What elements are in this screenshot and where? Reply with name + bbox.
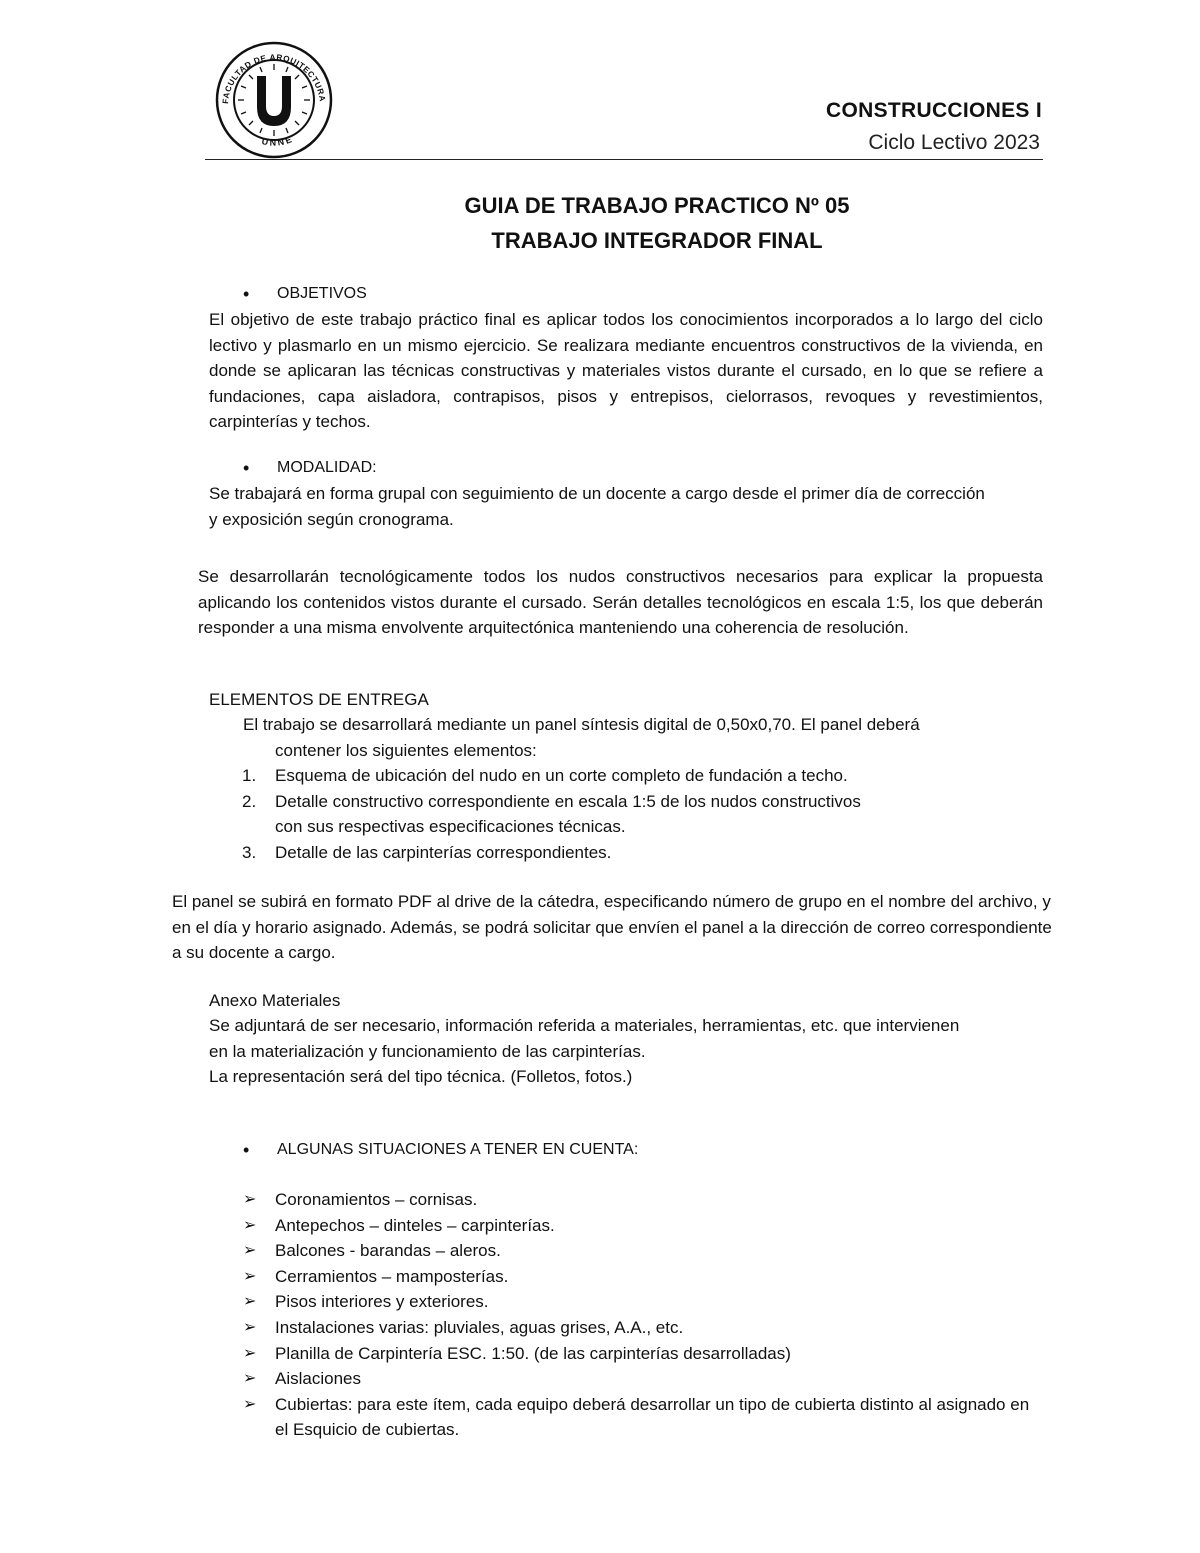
list-item-text-continued: con sus respectivas especificaciones técnicas. <box>275 817 626 836</box>
arrow-list-item: ➢ Balcones - barandas – aleros. <box>243 1238 1043 1264</box>
section-heading-objetivos: • OBJETIVOS <box>277 285 367 303</box>
list-item <box>243 789 861 840</box>
entrega-intro-line1: El trabajo se desarrollará mediante un panel síntesis digital de 0,50x0,70. El panel deberá <box>243 715 920 734</box>
list-item-text: Detalle de las carpinterías correspondientes. <box>275 842 612 862</box>
objetivos-paragraph: El objetivo de este trabajo práctico final es aplicar todos los conocimientos incorporados a lo largo del ciclo lectivo y plasmarlo en un mismo ejercicio. Se realizara mediante encuentros constructivos de la vivienda, en donde se aplicaran las técnicas constructivas y materiales vistos durante el cursado, en lo que se refiere a fundaciones, capa aisladora, contrapisos, pisos y entrepisos, cielorrasos, revoques y revestimientos, carpinterías y techos. <box>209 310 1043 431</box>
guide-subtitle: TRABAJO INTEGRADOR FINAL <box>491 228 823 253</box>
anexo-line2: en la materialización y funcionamiento de las carpinterías. <box>209 1042 646 1061</box>
list-number: 1. <box>242 766 257 785</box>
arrow-list-item: ➢ Pisos interiores y exteriores. <box>243 1289 1043 1315</box>
list-item <box>243 763 861 789</box>
course-title: CONSTRUCCIONES I <box>826 99 1042 122</box>
entrega-intro-line2: contener los siguientes elementos: <box>275 741 537 760</box>
section-heading-anexo: Anexo Materiales <box>209 991 341 1010</box>
arrow-list-item: ➢ Aislaciones <box>243 1366 1043 1392</box>
list-item <box>243 840 861 866</box>
list-item-text: Esquema de ubicación del nudo en un corte completo de fundación a techo. <box>275 766 848 785</box>
arrow-list-item: ➢ Antepechos – dinteles – carpinterías. <box>243 1213 1043 1239</box>
list-number: 3. <box>242 842 257 862</box>
entrega-list <box>243 763 861 865</box>
anexo-line1: Se adjuntará de ser necesario, información referida a materiales, herramientas, etc. que intervienen <box>209 1016 960 1035</box>
panel-upload-paragraph: El panel se subirá en formato PDF al drive de la cátedra, especificando número de grupo en el nombre del archivo, y en el día y horario asignado. Además, se podrá solicitar que envíen el panel a la dirección de correo correspondiente a su docente a cargo. <box>172 892 1052 962</box>
faculty-seal-logo <box>214 40 334 160</box>
arrow-list-item: ➢ Cubiertas: para este ítem, cada equipo deberá desarrollar un tipo de cubierta distinto al asignado en el Esquicio de cubiertas. <box>243 1392 1043 1443</box>
anexo-line3: La representación será del tipo técnica. (Folletos, fotos.) <box>209 1067 633 1086</box>
modalidad-paragraph: Se trabajará en forma grupal con seguimiento de un docente a cargo desde el primer día de corrección y exposición según cronograma. <box>209 484 985 529</box>
header-divider <box>205 159 1043 160</box>
desarrollo-paragraph: Se desarrollarán tecnológicamente todos los nudos constructivos necesarios para explicar la propuesta aplicando los contenidos vistos durante el cursado. Serán detalles tecnológicos en escala 1:5, los que deberán responder a una misma envolvente arquitectónica manteniendo una coherencia de resolución. <box>198 567 1043 637</box>
list-item-text: Detalle constructivo correspondiente en escala 1:5 de los nudos constructivos <box>275 791 861 811</box>
section-heading-situaciones: • ALGUNAS SITUACIONES A TENER EN CUENTA: <box>277 1141 638 1159</box>
svg-text:UNNE: UNNE <box>260 133 295 148</box>
guide-title: GUIA DE TRABAJO PRACTICO Nº 05 <box>464 193 850 218</box>
situaciones-list <box>243 1187 1043 1443</box>
arrow-list-item: ➢ Coronamientos – cornisas. <box>243 1187 1043 1213</box>
section-heading-entrega: ELEMENTOS DE ENTREGA <box>209 690 429 709</box>
section-heading-modalidad: • MODALIDAD: <box>277 459 377 477</box>
svg-text:FACULTAD DE ARQUITECTURA Y URB: FACULTAD DE ARQUITECTURA <box>221 52 327 105</box>
list-number: 2. <box>242 791 257 811</box>
cycle-year: Ciclo Lectivo 2023 <box>868 131 1040 154</box>
arrow-list-item: ➢ Planilla de Carpintería ESC. 1:50. (de las carpinterías desarrolladas) <box>243 1341 1043 1367</box>
arrow-list-item: ➢ Instalaciones varias: pluviales, aguas grises, A.A., etc. <box>243 1315 1043 1341</box>
arrow-list-item: ➢ Cerramientos – mamposterías. <box>243 1264 1043 1290</box>
